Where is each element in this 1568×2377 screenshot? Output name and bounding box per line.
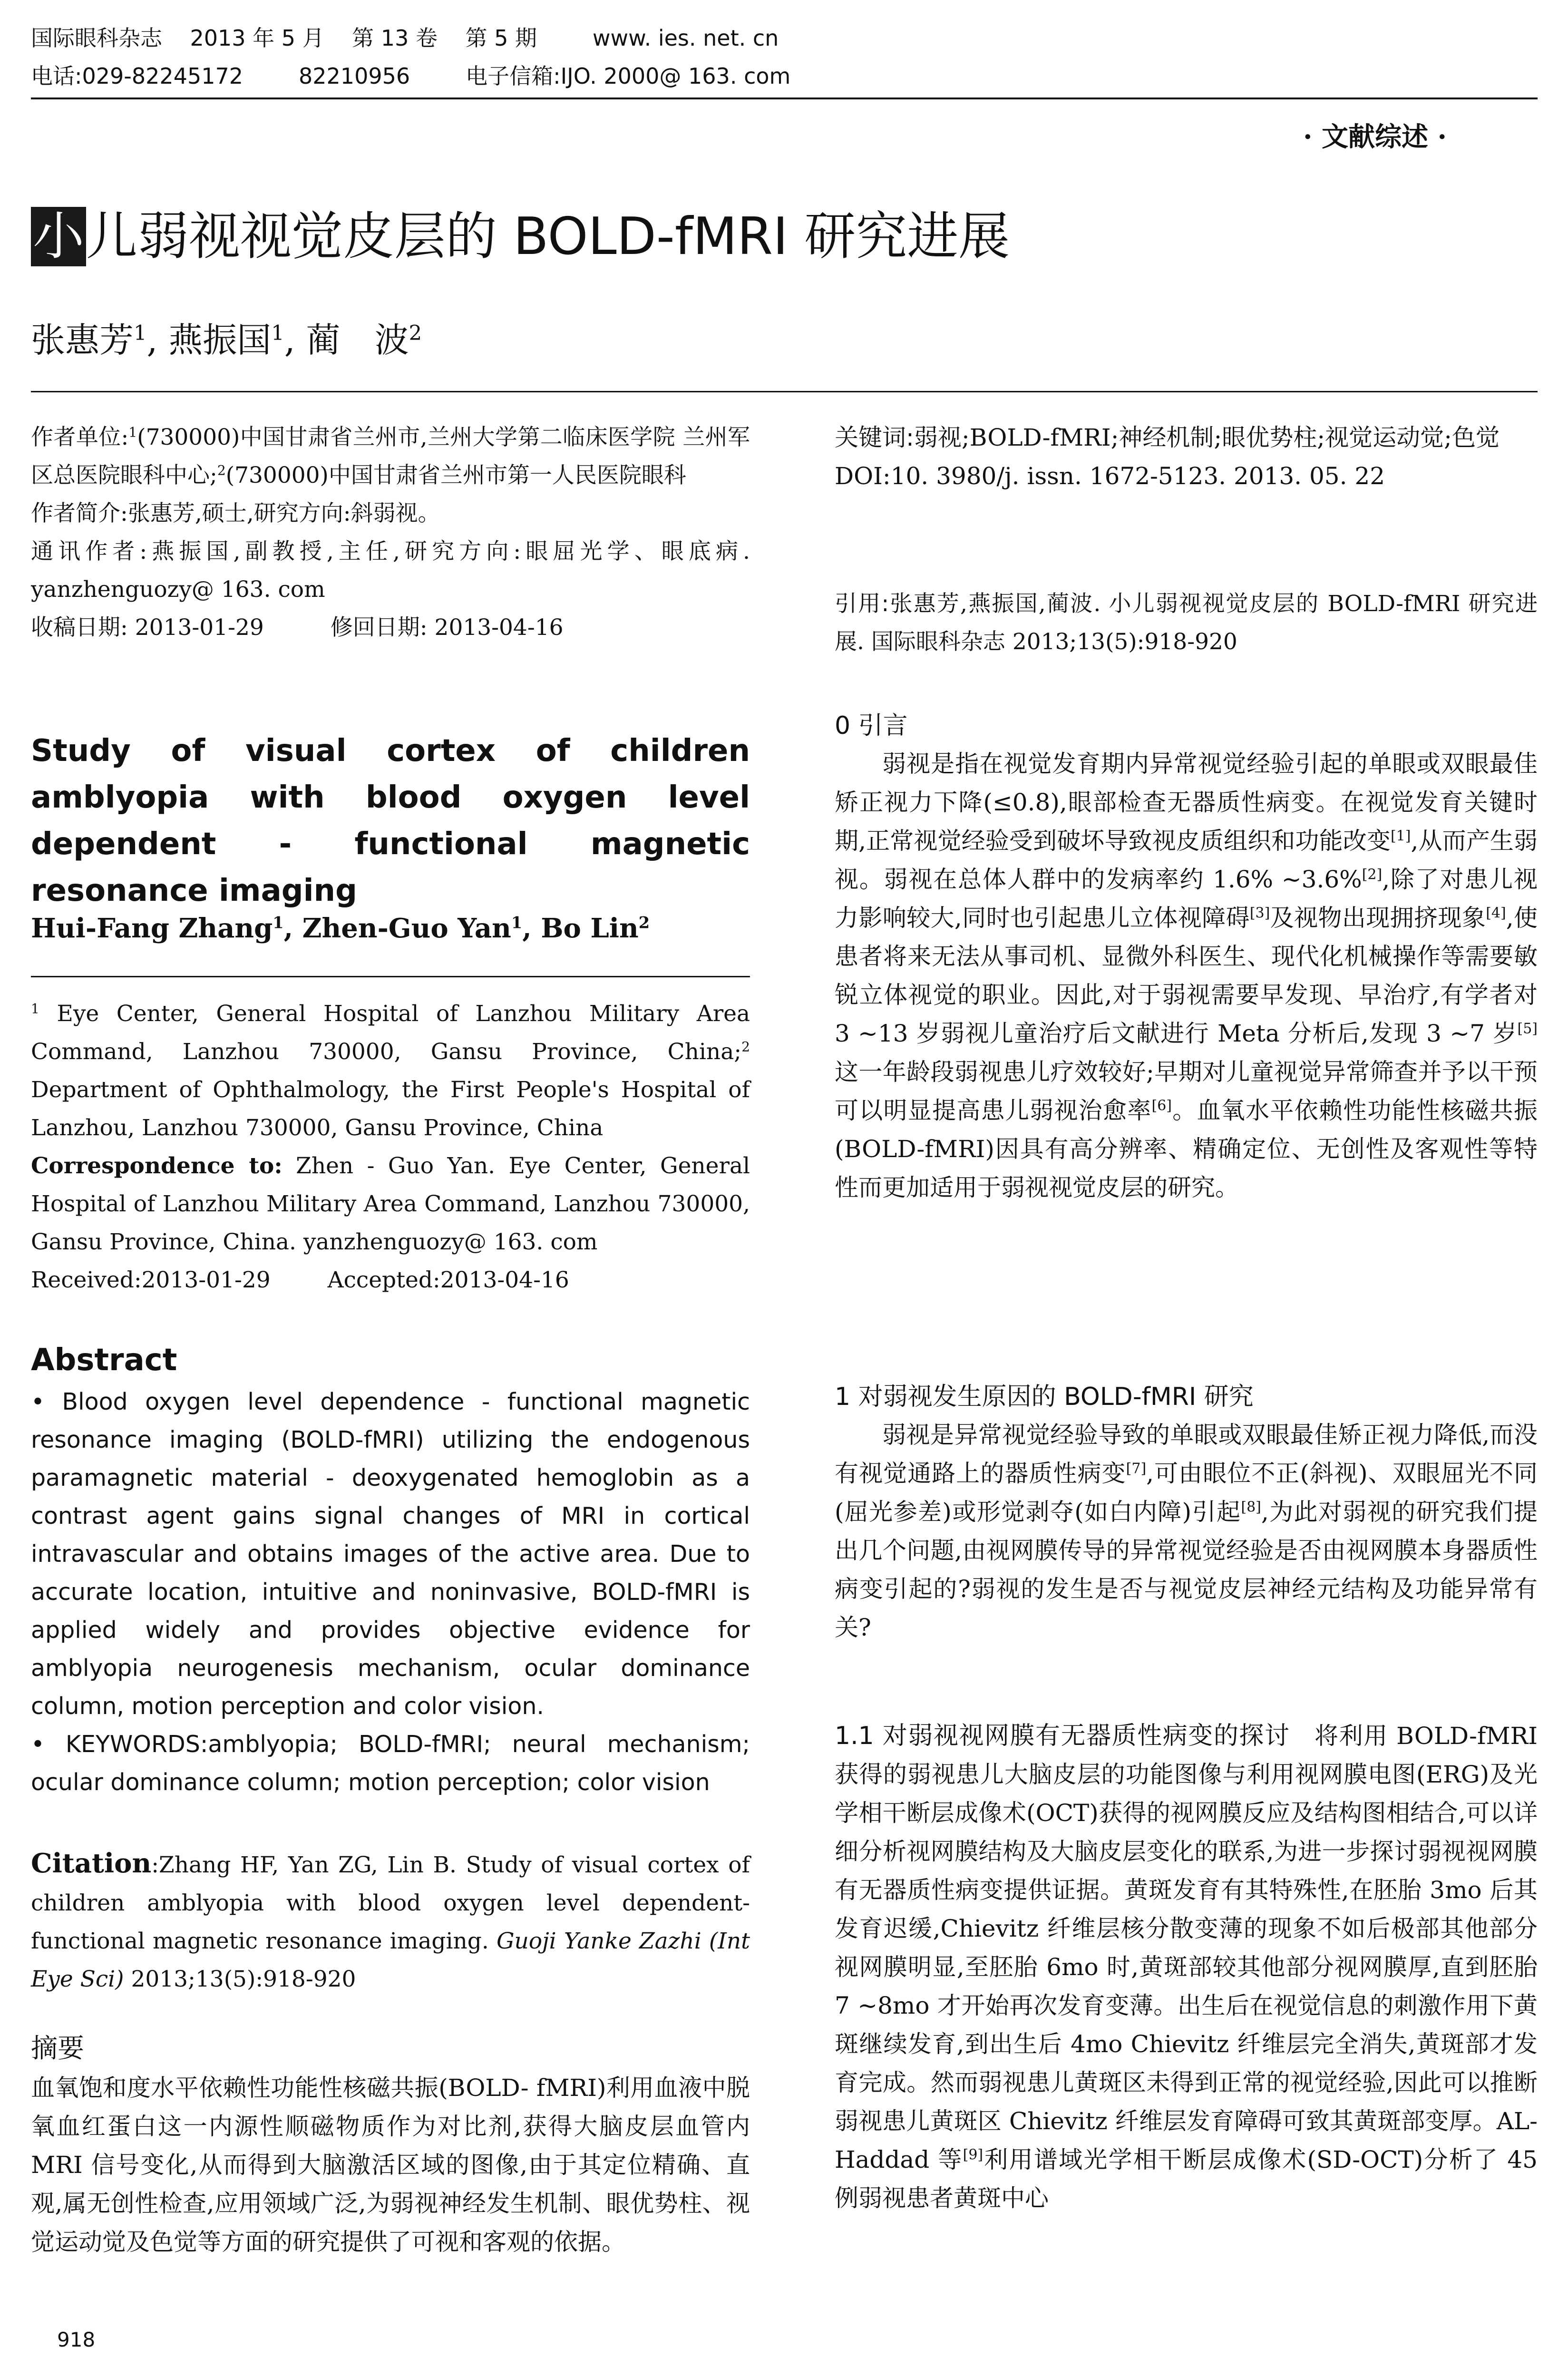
authors-rule — [31, 391, 1538, 392]
author-cn-2-sup: 1 — [271, 321, 284, 345]
journal-header-line1: 国际眼科杂志 2013 年 5 月 第 13 卷 第 5 期 www. ies. net. cn — [31, 25, 779, 51]
correspondence-en: Correspondence to: Zhen - Guo Yan. Eye Center, General Hospital of Lanzhou Military Area Command, Lanzhou 730000, Gansu Province, China. yanzhenguozy@ 163. com — [31, 1153, 750, 1255]
authors-en-rule — [31, 976, 750, 977]
author-en-2: Zhen-Guo Yan — [302, 913, 511, 944]
affiliation-en: $^1$ Eye Center, General Hospital of Lanzhou Military Area Command, Lanzhou 730000, Gansu Province, China;$^2$ Department of Ophthalmology, the First People's Hospital of Lanzhou, Lanzhou 730000, Gansu Province, China — [31, 1001, 750, 1141]
page-number: 918 — [57, 2328, 96, 2351]
affiliations-cn — [31, 419, 750, 647]
abstract-heading-cn: 摘要 — [31, 2033, 84, 2064]
affiliations-en — [31, 995, 750, 1299]
title-rest: 儿弱视视觉皮层的 BOLD-fMRI 研究进展 — [86, 207, 1010, 266]
header-rule — [31, 97, 1538, 99]
received-date-cn: 收稿日期: 2013-01-29 — [31, 614, 264, 641]
author-intro-cn: 作者简介:张惠芳,硕士,研究方向:斜弱视。 — [31, 500, 440, 526]
author-en-3: Bo Lin — [541, 913, 639, 944]
section-0-heading: 0 引言 — [835, 711, 908, 740]
section-0-body — [835, 745, 1538, 1207]
abstract-body-cn: 血氧饱和度水平依赖性功能性核磁共振(BOLD- fMRI)利用血液中脱氧血红蛋白这一内源性顺磁物质作为对比剂,获得大脑皮层血管内 MRI 信号变化,从而得到大脑激活区域的图像,由于其定位精确、直观,属无创性检查,应用领域广泛,为弱视神经发生机制、眼优势柱、视觉运动觉及色觉等方面的研究提供了可视和客观的依据。 — [31, 2074, 750, 2256]
author-cn-3-sup: 2 — [409, 321, 422, 345]
citation-en: Citation:Zhang HF, Yan ZG, Lin B. Study of visual cortex of children amblyopia with blood oxygen level dependent-functional magnetic resonance imaging. Guoji Yanke Zazhi (Int Eye Sci) 2013;13(5):918-920 — [31, 1848, 750, 1992]
revised-date-cn: 修回日期: 2013-04-16 — [330, 614, 564, 641]
doi: DOI:10. 3980/j. issn. 1672-5123. 2013. 05. 22 — [835, 462, 1385, 490]
author-cn-1-sup: 1 — [134, 321, 147, 345]
dates-en: Received:2013-01-29 Accepted:2013-04-16 — [31, 1267, 569, 1293]
citation-cn-label: 引用: — [835, 591, 889, 617]
section-1-1-body — [835, 1717, 1538, 2218]
citation-en-label: Citation — [31, 1848, 152, 1879]
citation-cn: 引用:张惠芳,燕振国,蔺波. 小儿弱视视觉皮层的 BOLD-fMRI 研究进展. 国际眼科杂志 2013;13(5):918-920 — [835, 591, 1538, 655]
keywords-cn: 关键词:弱视;BOLD-fMRI;神经机制;眼优势柱;视觉运动觉;色觉 — [835, 424, 1500, 451]
abstract-body-en: • Blood oxygen level dependence - functional magnetic resonance imaging (BOLD-fMRI) utilizing the endogenous paramagnetic material - deoxygenated hemoglobin as a contrast agent gains signal changes of MRI in cortical intravascular and obtains images of the active area. Due to accurate location, intuitive and noninvasive, BOLD-fMRI is applied widely and provides objective evidence for amblyopia neurogenesis mechanism, ocular dominance column, motion perception and color vision. — [31, 1388, 750, 1720]
section-1-body — [835, 1416, 1538, 1647]
dates-cn — [31, 609, 750, 647]
correspondence-cn: 通讯作者:燕振国,副教授,主任,研究方向:眼屈光学、眼底病. yanzhenguozy@ 163. com — [31, 538, 750, 603]
article-title-cn — [31, 204, 1010, 270]
keywords-cn-label: 关键词: — [835, 424, 914, 451]
section-1-1-heading: 1.1 对弱视视网膜有无器质性病变的探讨 — [835, 1722, 1290, 1750]
title-first-char: 小 — [31, 207, 86, 266]
author-en-1: Hui-Fang Zhang — [31, 913, 273, 944]
abstract-heading-en: Abstract — [31, 1343, 177, 1378]
authors-en: Hui-Fang Zhang$^1$, Zhen-Guo Yan$^1$, Bo Lin$^2$ — [31, 913, 650, 944]
article-category: · 文献综述 · — [1303, 121, 1447, 153]
citation-cn-block — [835, 585, 1538, 661]
section-0-paragraph: 弱视是指在视觉发育期内异常视觉经验引起的单眼或双眼最佳矫正视力下降(≤0.8),眼部检查无器质性病变。在视觉发育关键时期,正常视觉经验受到破坏导致视皮质组织和功能改变[1],从而产生弱视。弱视在总体人群中的发病率约 1.6% ~3.6%[2],除了对患儿视力影响较大,同时也引起患儿立体视障碍[3]及视物出现拥挤现象[4],使患者将来无法从事司机、显微外科医生、现代化机械操作等需要敏锐立体视觉的职业。因此,对于弱视需要早发现、早治疗,有学者对 3 ~13 岁弱视儿童治疗后文献进行 Meta 分析后,发现 3 ~7 岁[5]这一年龄段弱视患儿疗效较好;早期对儿童视觉异常筛查并予以干预可以明显提高患儿弱视治愈率[6]。血氧水平依赖性功能性核磁共振(BOLD-fMRI)因具有高分辨率、精确定位、无创性及客观性等特性而更加适用于弱视视觉皮层的研究。 — [835, 750, 1538, 1201]
author-cn-2: 燕振国 — [168, 320, 272, 360]
abstract-cn — [31, 2069, 750, 2261]
section-1-paragraph: 弱视是异常视觉经验导致的单眼或双眼最佳矫正视力降低,而没有视觉通路上的器质性病变[7],可由眼位不正(斜视)、双眼屈光不同(屈光参差)或形觉剥夺(如白内障)引起[8],为此对弱视的研究我们提出几个问题,由视网膜传导的异常视觉经验是否由视网膜本身器质性病变引起的?弱视的发生是否与视觉皮层神经元结构及功能异常有关? — [835, 1421, 1538, 1641]
authors-cn: 张惠芳$^1$, 燕振国$^1$, 蔺 波$^2$ — [31, 320, 422, 360]
unit-cn: 作者单位:$^1$(730000)中国甘肃省兰州市,兰州大学第二临床医学院 兰州军区总医院眼科中心;$^2$(730000)中国甘肃省兰州市第一人民医院眼科 — [31, 424, 750, 488]
abstract-en — [31, 1383, 750, 1802]
keywords-cn-block — [835, 419, 1538, 496]
section-1-heading: 1 对弱视发生原因的 BOLD-fMRI 研究 — [835, 1383, 1254, 1411]
author-cn-1: 张惠芳 — [31, 320, 134, 360]
author-cn-3: 蔺 波 — [306, 320, 409, 360]
keywords-en: • KEYWORDS:amblyopia; BOLD-fMRI; neural mechanism; ocular dominance column; motion perception; color vision — [31, 1731, 750, 1796]
journal-header-line2: 电话:029-82245172 82210956 电子信箱:IJO. 2000@ 163. com — [31, 63, 791, 89]
section-1-1-paragraph: 1.1 对弱视视网膜有无器质性病变的探讨 将利用 BOLD-fMRI 获得的弱视患儿大脑皮层的功能图像与利用视网膜电图(ERG)及光学相干断层成像术(OCT)获得的视网膜反应及结构图相结合,可以详细分析视网膜结构及大脑皮层变化的联系,为进一步探讨弱视视网膜有无器质性病变提供证据。黄斑发育有其特殊性,在胚胎 3mo 后其发育迟缓,Chievitz 纤维层核分散变薄的现象不如后极部其他部分视网膜明显,至胚胎 6mo 时,黄斑部较其他部分视网膜厚,直到胚胎 7 ~8mo 才开始再次发育变薄。出生后在视觉信息的刺激作用下黄斑继续发育,到出生后 4mo Chievitz 纤维层完全消失,黄斑部才发育完成。然而弱视患儿黄斑区未得到正常的视觉经验,因此可以推断弱视患儿黄斑区 Chievitz 纤维层发育障碍可致其黄斑部变厚。AL-Haddad 等[9]利用谱域光学相干断层成像术(SD-OCT)分析了 45 例弱视患者黄斑中心 — [835, 1722, 1538, 2212]
article-title-en: Study of visual cortex of children amblyopia with blood oxygen level dependent - functional magnetic resonance imaging — [31, 733, 750, 908]
